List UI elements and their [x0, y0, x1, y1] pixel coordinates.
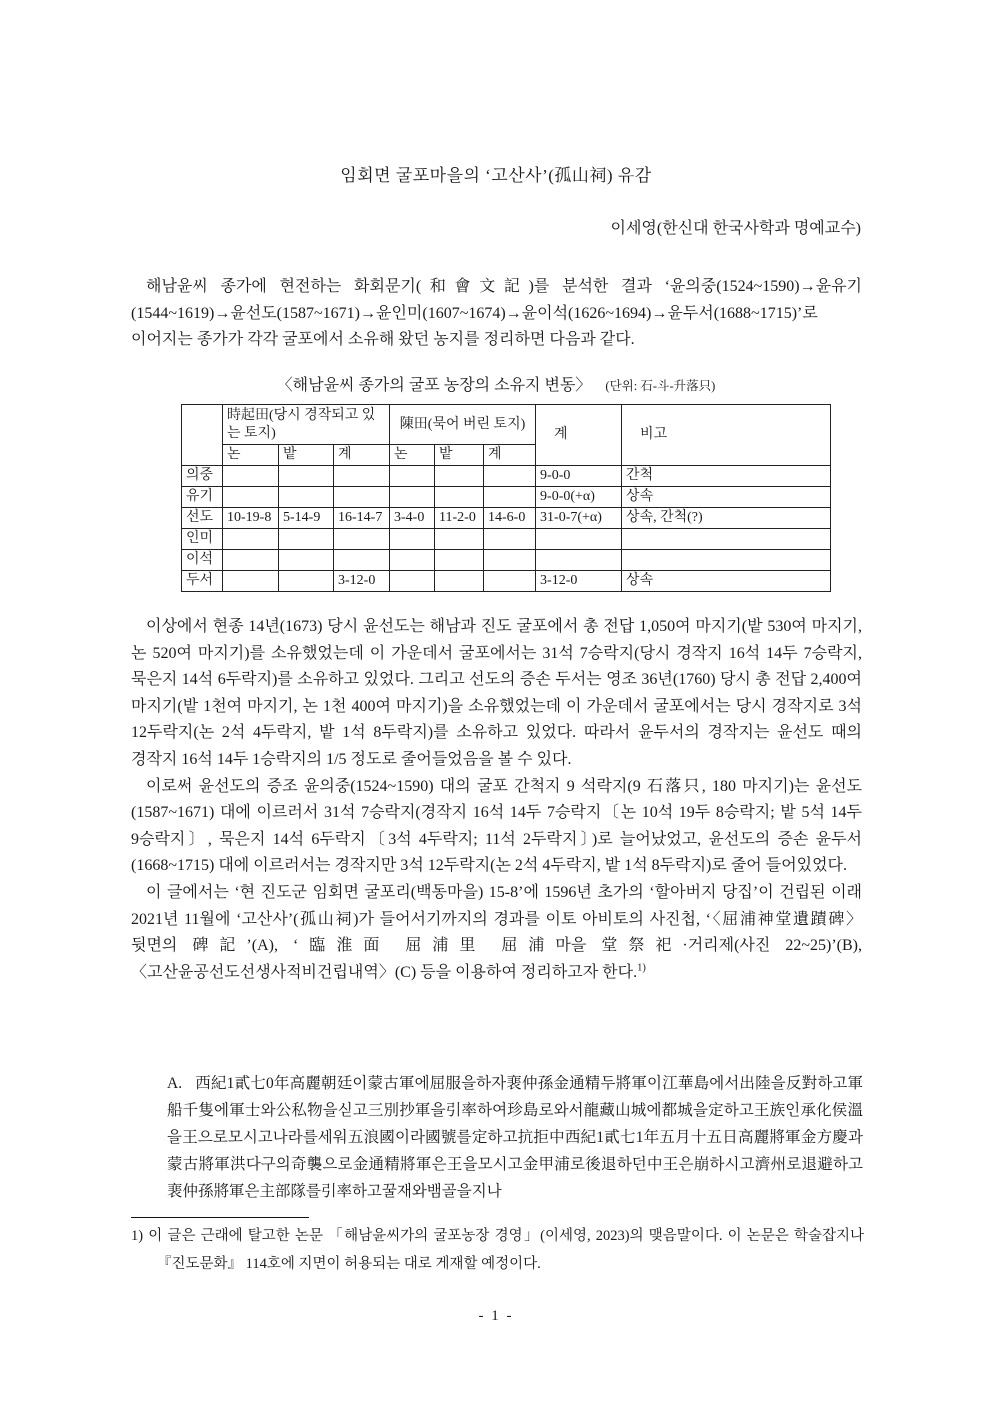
table-row [182, 466, 831, 487]
blockquote-text: 西紀1貳七0年高麗朝廷이蒙古軍에屈服을하자裵仲孫金通精두將軍이江華島에서出陸을反對하고軍船千隻에軍士와公私物을싣고三別抄軍을引率하여珍島로와서龍藏山城에都城을定하고王族인承化侯溫을王으로모시고나라를세워五浪國이라國號를定하고抗拒中西紀1貳七1年五月十五日高麗將軍金方慶과蒙古將軍洪다구의奇襲으로金通精將軍은王을모시고金甲浦로後退하던中王은崩하시고濟州로退避하고裵仲孫將軍은主部隊를引率하고꿀재와뱀골을지나 [167, 1075, 863, 1200]
table-caption [131, 372, 861, 395]
cell [334, 487, 390, 508]
row-label: 두서 [182, 571, 223, 592]
cell [334, 550, 390, 571]
col-subheader: 계 [484, 445, 536, 466]
cell: 3-12-0 [536, 571, 622, 592]
cell [223, 466, 279, 487]
table-row [182, 508, 831, 529]
paragraph-summary-2: 이로써 윤선도의 증조 윤의중(1524~1590) 대의 굴포 간척지 9 석락지(9 石落只, 180 마지기)는 윤선도(1587~1671) 대에 이르러서 31석 7승락지(경작지 16석 14두 7승락지〔논 10석 19두 8승락지; 밭 5석 14두 9승락지〕, 묵은지 14석 6두락지〔3석 4두락지; 11석 2두락지〕)로 늘어났었고, 윤선도의 증손 윤두서(1668~1715) 대에 이르러서는 경작지만 3석 12두락지(논 2석 4두락지, 밭 1석 8두락지)로 줄어 들어있었다. [131, 777, 862, 875]
col-subheader: 논 [223, 445, 279, 466]
row-label: 이석 [182, 550, 223, 571]
cell [279, 529, 334, 550]
col-header-total: 계 [536, 405, 622, 466]
blockquote-a [167, 1070, 863, 1205]
paragraph-purpose [131, 880, 862, 986]
footnote-separator [131, 1217, 309, 1218]
cell [536, 550, 622, 571]
cell [484, 487, 536, 508]
table-corner-cell [182, 405, 223, 466]
cell: 14-6-0 [484, 508, 536, 529]
cell: 9-0-0(+α) [536, 487, 622, 508]
table-row [182, 571, 831, 592]
paragraph-intro: 해남윤씨 종가에 현전하는 화회문기(和會文記)를 분석한 결과 ‘윤의중(1524~1590)→윤유기(1544~1619)→윤선도(1587~1671)→윤인미(1607~1674)→윤이석(1626~1694)→윤두서(1688~1715)’로 이어지는 종가가 각각 굴포에서 소유해 왔던 농지를 정리하면 다음과 같다. [131, 278, 862, 349]
cell: 5-14-9 [279, 508, 334, 529]
cell: 상속, 간척(?) [622, 508, 831, 529]
cell [484, 466, 536, 487]
cell [484, 550, 536, 571]
cell [279, 487, 334, 508]
blockquote-label: A. [167, 1075, 183, 1092]
footnote-marker: 1) [131, 1228, 144, 1244]
cell: 31-0-7(+α) [536, 508, 622, 529]
ownership-table [181, 404, 831, 592]
cell [435, 529, 484, 550]
cell: 9-0-0 [536, 466, 622, 487]
row-label: 의중 [182, 466, 223, 487]
cell [484, 571, 536, 592]
cell [435, 466, 484, 487]
cell: 3-4-0 [390, 508, 435, 529]
cell: 16-14-7 [334, 508, 390, 529]
author-line: 이세영(한신대 한국사학과 명예교수) [610, 220, 861, 237]
table-unit-label: (단위: 石-斗-升落只) [605, 379, 716, 393]
cell: 상속 [622, 487, 831, 508]
cell [390, 466, 435, 487]
footnote-reference: 1) [637, 962, 646, 974]
cell [279, 571, 334, 592]
col-subheader: 계 [334, 445, 390, 466]
paragraph-summary-1: 이상에서 현종 14년(1673) 당시 윤선도는 해남과 진도 굴포에서 총 전답 1,050여 마지기(밭 530여 마지기, 논 520여 마지기)를 소유했었는데 이 가운데서 굴포에서는 31석 7승락지(당시 경작지 16석 14두 7승락지, 묵은지 14석 6두락지)를 소유하고 있었다. 그리고 선도의 증손 두서는 영조 36년(1760) 당시 총 전답 2,400여 마지기(밭 1천여 마지기, 논 1천 400여 마지기)을 소유했었는데 이 가운데서 굴포에서는 당시 경작지로 3석 12두락지(논 2석 4두락지, 밭 1석 8두락지)를 소유하고 있었다. 따라서 윤두서의 경작지는 윤선도 때의 경작지 16석 14두 1승락지의 1/5 정도로 줄어들었음을 볼 수 있다. [131, 618, 862, 768]
col-subheader: 밭 [279, 445, 334, 466]
col-group-cultivated: 時起田(당시 경작되고 있는 토지) [223, 405, 390, 445]
col-subheader: 논 [390, 445, 435, 466]
cell [279, 466, 334, 487]
cell [435, 550, 484, 571]
cell [223, 529, 279, 550]
col-header-note: 비고 [622, 405, 831, 466]
cell: 3-12-0 [334, 571, 390, 592]
cell: 간척 [622, 466, 831, 487]
cell: 11-2-0 [435, 508, 484, 529]
table-row [182, 529, 831, 550]
cell [435, 487, 484, 508]
col-subheader: 밭 [435, 445, 484, 466]
cell [622, 529, 831, 550]
cell [435, 571, 484, 592]
cell [536, 529, 622, 550]
paragraph-purpose-text: 이 글에서는 ‘현 진도군 임회면 굴포리(백동마을) 15-8’에 1596년 초가의 ‘할아버지 당집’이 건립된 이래 2021년 11월에 ‘고산사’(孤山祠)가 들어서기까지의 경과를 이토 아비토의 사진첩, ‘〈屈浦神堂遺蹟碑〉 뒷면의 碑記’(A), ‘臨淮面 屈浦里 屈浦마을 堂祭祀·거리제(사진 22~25)’(B), 〈고산윤공선도선생사적비건립내역〉(C) 등을 이용하여 정리하고자 한다. [131, 883, 862, 981]
footnote [131, 1223, 864, 1278]
cell [390, 529, 435, 550]
body-text [131, 614, 862, 986]
cell [279, 550, 334, 571]
col-group-fallow: 陳田(묵어 버린 토지) [390, 405, 536, 445]
cell: 10-19-8 [223, 508, 279, 529]
table-caption-text: 〈해남윤씨 종가의 굴포 농장의 소유지 변동〉 [276, 377, 592, 394]
footnote-text: 이 글은 근래에 탈고한 논문 「해남윤씨가의 굴포농장 경영」(이세영, 2023)의 맺음말이다. 이 논문은 학술잡지나 『진도문화』 114호에 지면이 허용되는 대로 게재할 예정이다. [148, 1228, 864, 1272]
row-label: 인미 [182, 529, 223, 550]
row-label: 유기 [182, 487, 223, 508]
document-title: 임회면 굴포마을의 ‘고산사’(孤山祠) 유감 [340, 166, 652, 185]
cell [622, 550, 831, 571]
table-row [182, 487, 831, 508]
cell [484, 529, 536, 550]
table-row [182, 550, 831, 571]
cell [223, 550, 279, 571]
cell [390, 571, 435, 592]
cell [223, 571, 279, 592]
cell [334, 466, 390, 487]
cell [223, 487, 279, 508]
page-number: - 1 - [478, 1308, 514, 1324]
cell [390, 550, 435, 571]
cell [334, 529, 390, 550]
row-label: 선도 [182, 508, 223, 529]
cell: 상속 [622, 571, 831, 592]
cell [390, 487, 435, 508]
